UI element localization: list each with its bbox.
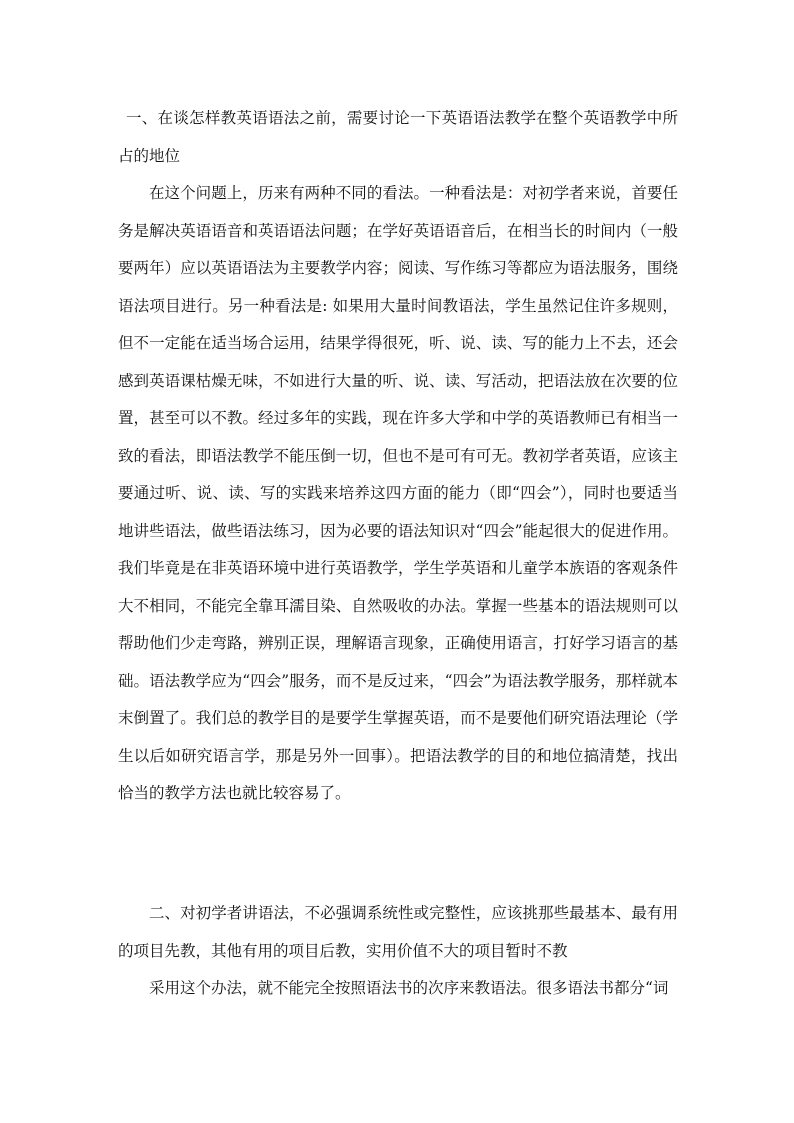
paragraph-1-text: 在这个问题上，历来有两种不同的看法。一种看法是：对初学者来说，首要任务是解决英语语音和英语语法问题；在学好英语语音后，在相当长的时间内（一般要两年）应以英语语法为主要教学内容；阅读、写作练习等都应为语法服务，围绕语法项目进行。另一种看法是: 如果用大量时间教语法，学生虽然记住许多规则，但不一定能在适当场合运用，结果学得很死，听、说、读、写的能力上不去，还会感到英语课枯燥无味，不如进行大量的听、说、读、写活动，把语法放在次要的位置，甚至可以不教。经过多年的实践，现在许多大学和中学的英语教师已有相当一致的看法，即语法教学不能压倒一切，但也不是可有可无。教初学者英语，应该主要通过听、说、读、写的实践来培养这四方面的能力（即“四会”），同时也要适当地讲些语法，做些语法练习，因为必要的语法知识对“四会”能起很大的促进作用。我们毕竟是在非英语环境中进行英语教学，学生学英语和儿童学本族语的客观条件大不相同，不能完全靠耳濡目染、自然吸收的办法。掌握一些基本的语法规则可以帮助他们少走弯路，辨别正误，理解语言现象，正确使用语言，打好学习语言的基础。语法教学应为“四会”服务，而不是反过来，“四会”为语法教学服务，那样就本末倒置了。我们总的教学目的是要学生掌握英语，而不是要他们研究语法理论（学生以后如研究语言学，那是另外一回事）。把语法教学的目的和地位搞清楚，找出恰当的教学方法也就比较容易了。 [118, 184, 678, 802]
heading-1-text: 一、在谈怎样教英语语法之前，需要讨论一下英语语法教学在整个英语教学中所占的地位 [118, 109, 678, 165]
paragraph-2-text: 采用这个办法，就不能完全按照语法书的次序来教语法。很多语法书都分“词 [149, 979, 669, 997]
body-paragraph-2 [118, 970, 678, 1008]
section-heading-2 [118, 895, 678, 970]
body-paragraph-1 [118, 175, 678, 813]
heading-2-text: 二、对初学者讲语法，不必强调系统性或完整性，应该挑那些最基本、最有用的项目先教，其他有用的项目后教，实用价值不大的项目暂时不教 [118, 904, 678, 960]
section-heading-1 [118, 100, 678, 175]
